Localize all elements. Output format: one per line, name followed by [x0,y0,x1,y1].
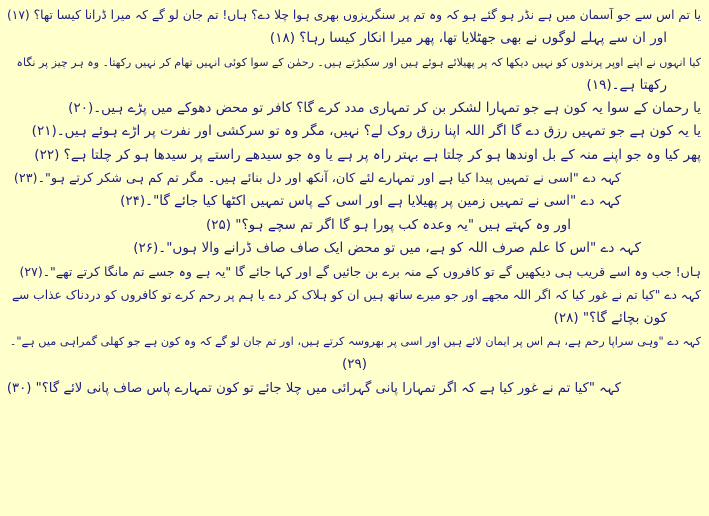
verse-line-25: اور وہ کہتے ہیں "یہ وعدہ کب پورا ہو گا اگر تم سچے ہو؟" (۲۵) [205,216,571,233]
verse-line-18: اور ان سے پہلے لوگوں نے بھی جھٹلایا تھا، پھر میرا انکار کیسا رہا؟ (۱۸) [269,30,667,47]
verse-line-20: یا رحمان کے سوا یہ کون ہے جو تمہارا لشکر بن کر تمہاری مدد کرے گا؟ کافر تو محض دھوکے میں پڑے ہیں۔(۲۰) [68,100,701,117]
verse-line-29b: (۲۹) [341,356,368,373]
verse-line-19a: کیا انہوں نے اپنے اوپر پرندوں کو نہیں دیکھا کہ پر پھیلائے ہوئے ہیں اور سکیڑتے ہیں۔ رحمٰن کے سوا کوئی انہیں تھام کر نہیں رکھتا۔ وہ ہر چیز پر نگاہ [16,55,701,69]
verse-line-28b: کون بچائے گا؟" (۲۸) [553,309,667,326]
verse-line-26: کہہ دے "اس کا علم صرف اللہ کو ہے، میں تو محض ایک صاف صاف ڈرانے والا ہوں"۔(۲۶) [133,239,641,256]
verse-line-23: کہہ دے "اسی نے تمہیں پیدا کیا ہے اور تمہارے لئے کان، آنکھ اور دل بنائے ہیں۔ مگر تم کم ہی شکر کرتے ہو"۔(۲۳) [13,171,621,187]
verse-line-30: کہہ "کیا تم نے غور کیا ہے کہ اگر تمہارا پانی گہرائی میں چلا جائے تو کون تمہارے پاس صاف پانی لائے گا؟" (۳۰) [6,380,621,396]
verse-line-28a: کہہ دے "کیا تم نے غور کیا کہ اگر اللہ مجھے اور جو میرے ساتھ ہیں ان کو ہلاک کر دے یا ہم پر رحم کرے تو کافروں کو دردناک عذاب سے [11,287,701,302]
verse-line-24: کہہ دے "اسی نے تمہیں زمین پر پھیلایا ہے اور اسی کے پاس تمہیں اکٹھا کیا جائے گا"۔(۲۴) [120,193,621,210]
verse-line-22: پھر کیا وہ جو اپنے منہ کے بل اوندھا ہو کر چلتا ہے بہتر راہ پر ہے یا وہ جو سیدھے راستے پر سیدھا ہو کر چلتا ہے؟ (۲۲) [34,146,701,163]
verse-line-17: یا تم اس سے جو آسمان میں ہے نڈر ہو گئے ہو کہ وہ تم پر سنگریزوں بھری ہوا چلا دے؟ ہاں! تم جان لو گے کہ میرا ڈرانا کیسا تھا؟ (۱۷) [6,8,701,22]
verse-line-19b: رکھتا ہے۔(۱۹) [586,76,667,93]
verse-line-27: ہاں! جب وہ اسے قریب ہی دیکھیں گے تو کافروں کے منہ برے بن جائیں گے اور کہا جائے گا "یہ ہے وہ جسے تم مانگا کرتے تھے"۔(۲۷) [19,264,701,280]
verse-line-29a: کہہ دے "وہی سراپا رحم ہے، ہم اس پر ایمان لائے ہیں اور اسی پر بھروسہ کرتے ہیں، اور تم جان لو گے کہ وہ کون ہے جو کھلی گمراہی میں ہے"۔ [9,335,701,349]
verse-line-21: یا یہ کون ہے جو تمہیں رزق دے گا اگر اللہ اپنا رزق روک لے؟ نہیں، مگر وہ تو سرکشی اور نفرت پر اڑے ہوئے ہیں۔(۲۱) [31,123,701,140]
